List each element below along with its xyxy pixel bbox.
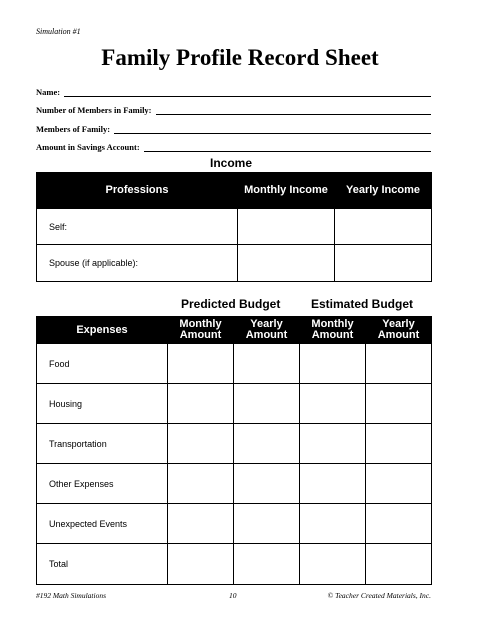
income-cell[interactable] <box>238 209 335 245</box>
budget-cell[interactable] <box>366 424 432 464</box>
table-row <box>37 424 432 464</box>
members-of-family-line[interactable] <box>114 124 431 134</box>
income-cell[interactable] <box>335 245 432 282</box>
income-row-label: Self: <box>37 209 238 245</box>
income-heading: Income <box>210 156 253 170</box>
predicted-budget-heading: Predicted Budget <box>181 297 281 311</box>
table-row <box>37 344 432 384</box>
budget-cell[interactable] <box>168 544 234 585</box>
budget-cell[interactable] <box>366 464 432 504</box>
income-cell[interactable] <box>335 209 432 245</box>
estimated-yearly-column-header: Yearly Amount <box>366 317 432 344</box>
monthly-income-column-header: Monthly Income <box>238 173 335 209</box>
table-row <box>37 209 432 245</box>
budget-cell[interactable] <box>234 544 300 585</box>
expenses-column-header: Expenses <box>37 317 168 344</box>
budget-header-row <box>37 317 432 344</box>
family-members-count-label: Number of Members in Family: <box>36 105 152 115</box>
budget-cell[interactable] <box>300 504 366 544</box>
table-row <box>37 544 432 585</box>
page-title: Family Profile Record Sheet <box>101 45 379 70</box>
members-of-family-label: Members of Family: <box>36 124 111 134</box>
footer-left: #192 Math Simulations <box>36 591 107 600</box>
expense-row-label: Unexpected Events <box>37 504 168 544</box>
footer-right: © Teacher Created Materials, Inc. <box>327 591 431 600</box>
predicted-yearly-column-header: Yearly Amount <box>234 317 300 344</box>
expense-row-label: Housing <box>37 384 168 424</box>
table-row <box>37 384 432 424</box>
name-field[interactable] <box>36 83 431 97</box>
page-number: 10 <box>229 591 237 600</box>
name-line[interactable] <box>64 87 431 97</box>
budget-cell[interactable] <box>300 424 366 464</box>
budget-cell[interactable] <box>300 344 366 384</box>
budget-cell[interactable] <box>234 344 300 384</box>
budget-cell[interactable] <box>300 544 366 585</box>
expense-row-label: Total <box>37 544 168 585</box>
budget-cell[interactable] <box>234 384 300 424</box>
budget-cell[interactable] <box>366 544 432 585</box>
budget-cell[interactable] <box>366 384 432 424</box>
income-table <box>36 172 432 282</box>
income-header-row <box>37 173 432 209</box>
budget-cell[interactable] <box>168 424 234 464</box>
family-members-count-line[interactable] <box>156 105 431 115</box>
budget-cell[interactable] <box>300 384 366 424</box>
simulation-label: Simulation #1 <box>36 27 81 36</box>
budget-cell[interactable] <box>234 464 300 504</box>
table-row <box>37 245 432 282</box>
budget-cell[interactable] <box>168 504 234 544</box>
savings-amount-label: Amount in Savings Account: <box>36 142 140 152</box>
family-members-count-field[interactable] <box>36 101 431 115</box>
budget-cell[interactable] <box>234 504 300 544</box>
budget-cell[interactable] <box>168 464 234 504</box>
income-cell[interactable] <box>238 245 335 282</box>
budget-cell[interactable] <box>234 424 300 464</box>
predicted-monthly-column-header: Monthly Amount <box>168 317 234 344</box>
budget-cell[interactable] <box>300 464 366 504</box>
savings-amount-line[interactable] <box>144 142 431 152</box>
budget-cell[interactable] <box>168 344 234 384</box>
expense-row-label: Transportation <box>37 424 168 464</box>
table-row <box>37 504 432 544</box>
name-label: Name: <box>36 87 61 97</box>
budget-table <box>36 316 432 585</box>
income-row-label: Spouse (if applicable): <box>37 245 238 282</box>
budget-cell[interactable] <box>168 384 234 424</box>
estimated-budget-heading: Estimated Budget <box>311 297 414 311</box>
table-row <box>37 464 432 504</box>
expense-row-label: Food <box>37 344 168 384</box>
savings-amount-field[interactable] <box>36 138 431 152</box>
members-of-family-field[interactable] <box>36 120 431 134</box>
yearly-income-column-header: Yearly Income <box>335 173 432 209</box>
professions-column-header: Professions <box>37 173 238 209</box>
estimated-monthly-column-header: Monthly Amount <box>300 317 366 344</box>
budget-cell[interactable] <box>366 344 432 384</box>
expense-row-label: Other Expenses <box>37 464 168 504</box>
budget-cell[interactable] <box>366 504 432 544</box>
